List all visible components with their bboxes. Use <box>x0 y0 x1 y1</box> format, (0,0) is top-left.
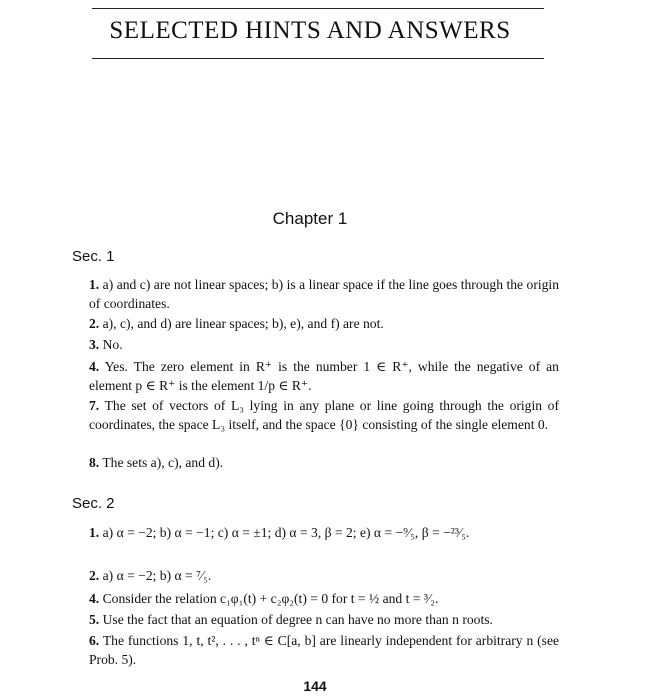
chapter-heading: Chapter 1 <box>272 209 348 228</box>
answer-number: 6. <box>89 633 100 648</box>
answer-sec1-4 <box>89 357 559 395</box>
answer-text: The set of vectors of L₃ lying in any plane or line going through the origin of coordinates, the space L₃ itself, and the space {0} consisting of the single element 0. <box>89 398 560 432</box>
answer-text: a) α = −2; b) α = −1; c) α = ±1; d) α = 3, β = 2; e) α = −⁹⁄₅, β = −²³⁄₅. <box>102 525 470 540</box>
page-title: SELECTED HINTS AND ANSWERS <box>109 17 511 44</box>
answer-number: 2. <box>89 316 100 331</box>
answer-sec1-2 <box>89 314 559 333</box>
answer-text: The sets a), c), and d). <box>102 455 224 470</box>
answer-number: 1. <box>89 277 100 292</box>
answer-text: Yes. The zero element in R⁺ is the number 1 ∈ R⁺, while the negative of an element p ∈ R⁺ is the element 1/p ∈ R⁺. <box>89 359 559 393</box>
answer-text: a) α = −2; b) α = ⁷⁄₅. <box>102 568 212 583</box>
answer-text: The functions 1, t, t², . . . , tⁿ ∈ C[a, b] are linearly independent for arbitrary n (see Prob. 5). <box>89 633 560 667</box>
answer-sec1-3 <box>89 335 559 354</box>
answer-sec2-2 <box>89 566 559 585</box>
answer-sec1-1 <box>89 275 559 313</box>
answer-text: Consider the relation c₁φ₁(t) + c₂φ₂(t) = 0 for t = ½ and t = ³⁄₂. <box>102 591 439 606</box>
answer-number: 4. <box>89 359 100 374</box>
title-underline-rule <box>92 58 544 59</box>
answer-text: Use the fact that an equation of degree n can have no more than n roots. <box>102 612 493 627</box>
answer-sec2-5 <box>89 610 559 629</box>
answer-sec2-4 <box>89 589 559 608</box>
answer-number: 4. <box>89 591 100 606</box>
answer-text: a) and c) are not linear spaces; b) is a linear space if the line goes through the origin of coordinates. <box>89 277 560 311</box>
top-rule <box>92 8 544 9</box>
answer-number: 8. <box>89 455 100 470</box>
answer-sec2-6 <box>89 631 559 669</box>
answer-number: 3. <box>89 337 100 352</box>
answer-sec1-8 <box>89 453 559 472</box>
answer-number: 1. <box>89 525 100 540</box>
answer-number: 5. <box>89 612 100 627</box>
answer-number: 7. <box>89 398 100 413</box>
section-heading-sec-1: Sec. 1 <box>72 248 115 265</box>
section-heading-sec-2: Sec. 2 <box>72 495 115 512</box>
answer-sec2-1 <box>89 523 559 542</box>
answer-number: 2. <box>89 568 100 583</box>
answer-text: a), c), and d) are linear spaces; b), e), and f) are not. <box>102 316 384 331</box>
answer-sec1-7 <box>89 396 559 434</box>
page-number: 144 <box>303 678 327 694</box>
answer-text: No. <box>102 337 123 352</box>
